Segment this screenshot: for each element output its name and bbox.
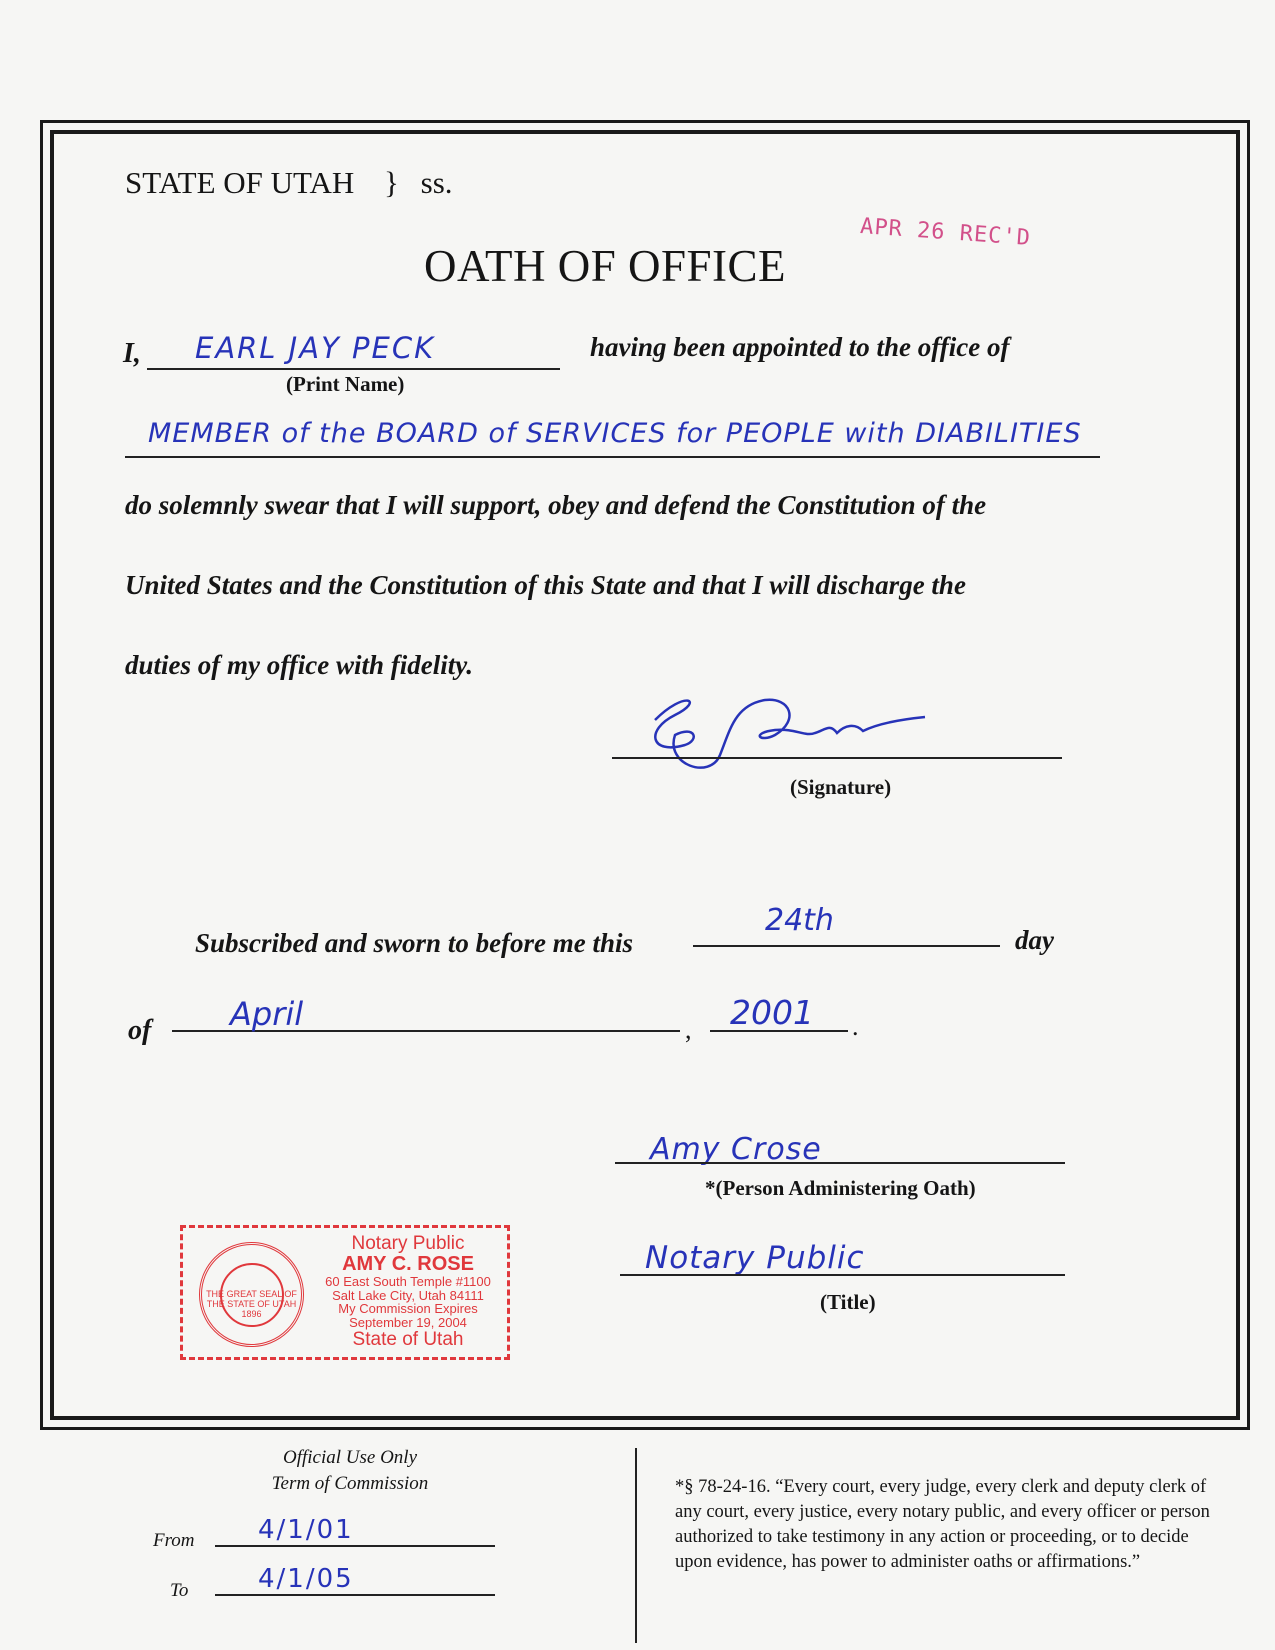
- term-label: Term of Commission: [271, 1473, 429, 1494]
- stamp-line-1: Notary Public: [351, 1233, 465, 1254]
- stamp-line-6: September 19, 2004: [349, 1314, 467, 1330]
- day-value: 24th: [765, 903, 834, 938]
- notary-stamp: [180, 1225, 510, 1360]
- from-label: From: [153, 1530, 195, 1551]
- appointed-text: having been appointed to the office of: [590, 332, 1010, 362]
- stamp-line-4: Salt Lake City, Utah 84111: [332, 1287, 484, 1303]
- official-use-label: Official Use Only: [282, 1447, 418, 1468]
- seal-text: THE GREAT SEAL OF THE STATE OF UTAH 1896: [206, 1289, 297, 1319]
- page-title: OATH OF OFFICE: [423, 241, 787, 291]
- year-value: 2001: [730, 993, 814, 1032]
- signature-caption: (Signature): [790, 775, 892, 799]
- state-seal: [199, 1242, 304, 1347]
- day-label: day: [1015, 925, 1054, 955]
- administrator-line: [615, 1162, 1065, 1164]
- title-value: Notary Public: [645, 1240, 865, 1276]
- administrator-signature: Amy Crose: [650, 1132, 822, 1167]
- from-value: 4/1/01: [258, 1515, 354, 1545]
- stamp-line-2: AMY C. ROSE: [342, 1252, 474, 1275]
- to-value: 4/1/05: [258, 1564, 354, 1594]
- sworn-text: Subscribed and sworn to before me this: [195, 928, 634, 958]
- stamp-text: [308, 1234, 508, 1349]
- office-name: MEMBER of the BOARD of SERVICES for PEOPLE with DIABILITIES: [148, 418, 1082, 449]
- day-line: [693, 945, 1000, 947]
- received-stamp: APR 26 REC'D: [859, 214, 1032, 251]
- ss-label: ss.: [420, 165, 453, 200]
- oath-line-3: duties of my office with fidelity.: [125, 650, 473, 680]
- stamp-line-7: State of Utah: [352, 1328, 464, 1350]
- stamp-line-5: My Commission Expires: [338, 1301, 478, 1317]
- signature-line: [612, 757, 1062, 759]
- printed-name: EARL JAY PECK: [195, 331, 436, 365]
- title-line: [620, 1274, 1065, 1276]
- name-line: [147, 368, 560, 370]
- state-venue: [125, 165, 453, 201]
- state-label: STATE OF UTAH: [125, 165, 355, 200]
- from-line: [215, 1545, 495, 1547]
- pronoun: I,: [123, 338, 141, 369]
- to-label: To: [170, 1580, 189, 1601]
- month-value: April: [230, 995, 304, 1033]
- footer-divider: [635, 1448, 637, 1643]
- of-label: of: [128, 1015, 152, 1046]
- title-caption: (Title): [820, 1290, 876, 1314]
- comma: ,: [685, 1015, 692, 1044]
- brace: }: [384, 165, 399, 200]
- statute-text: *§ 78-24-16. “Every court, every judge, every clerk and deputy clerk of any court, every justice, every notary public, and every officer or person authorized to take testimony in any action or proceeding, or to decide upon evidence, has power to administer oaths or affirmations.”: [675, 1477, 1210, 1572]
- to-line: [215, 1594, 495, 1596]
- oath-line-1: do solemnly swear that I will support, obey and defend the Constitution of the: [125, 490, 987, 520]
- office-line: [125, 456, 1100, 458]
- period: .: [852, 1012, 859, 1041]
- oath-signature: [625, 675, 955, 785]
- print-name-caption: (Print Name): [286, 372, 405, 396]
- oath-line-2: United States and the Constitution of this State and that I will discharge the: [125, 570, 966, 600]
- stamp-line-3: 60 East South Temple #1100: [325, 1273, 491, 1289]
- administrator-caption: *(Person Administering Oath): [705, 1176, 976, 1200]
